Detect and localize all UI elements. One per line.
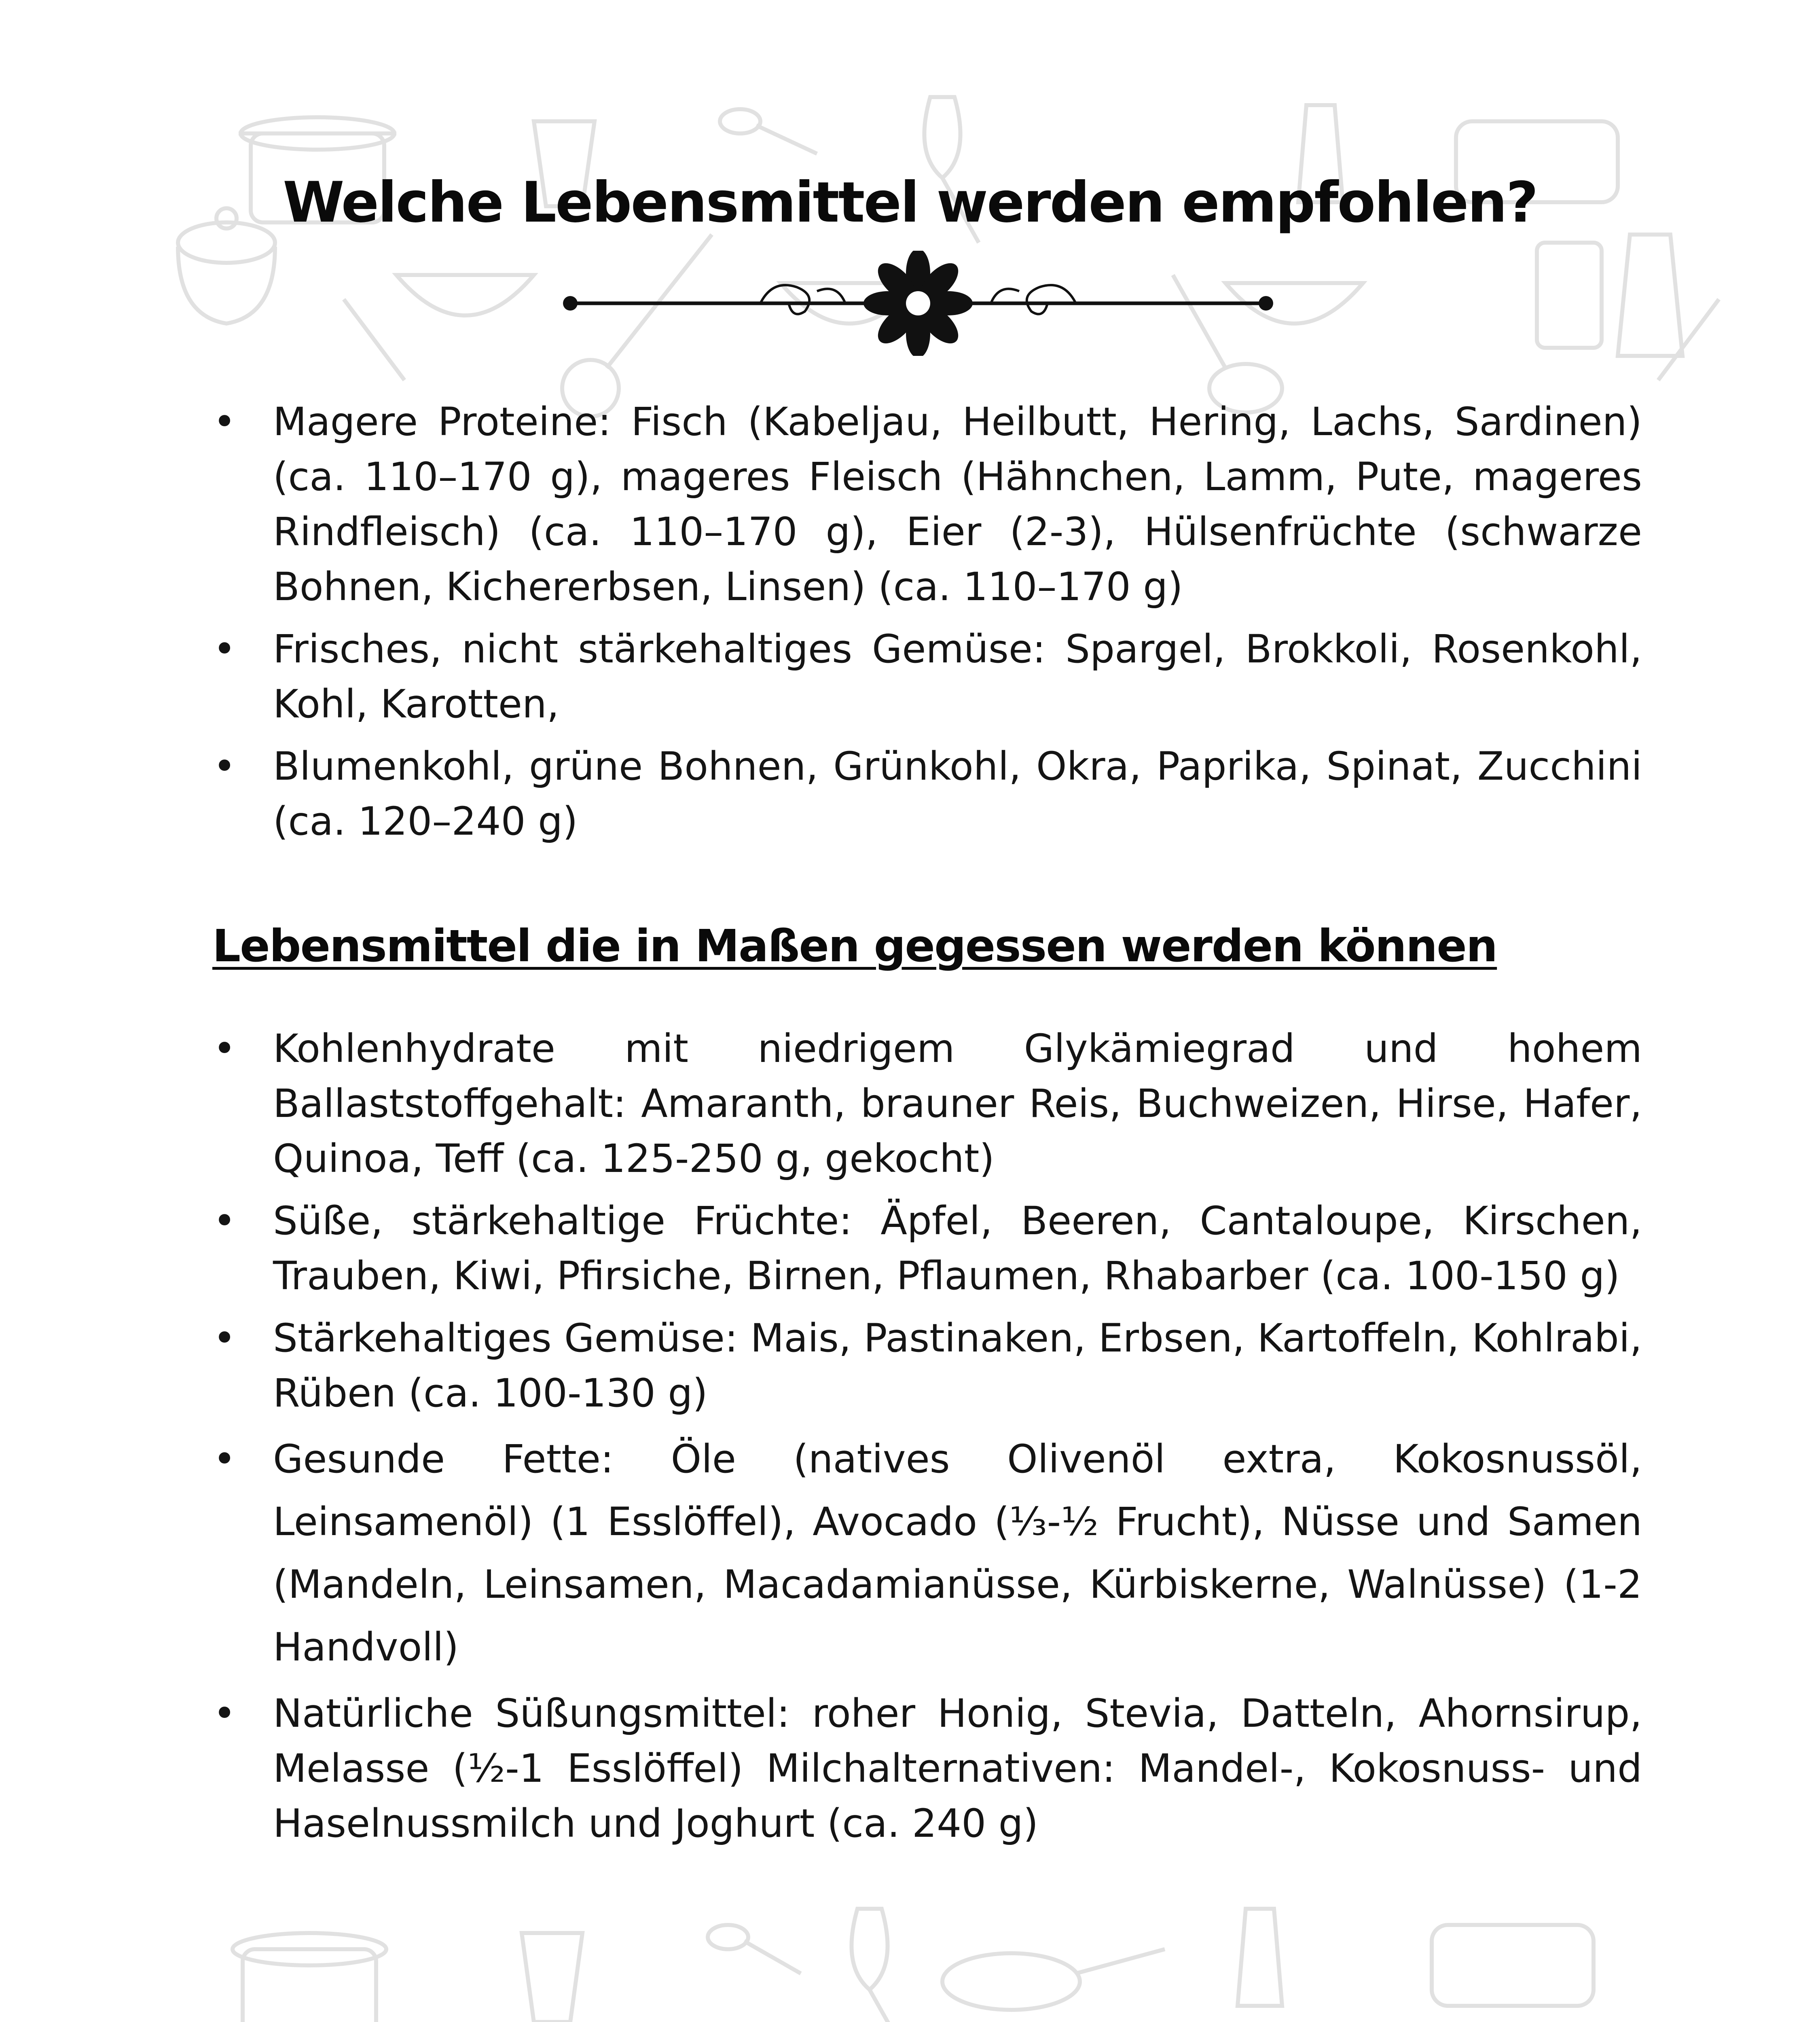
bullet: • — [213, 626, 236, 672]
pot-icon — [233, 1933, 386, 2022]
recommended-foods-list — [212, 394, 1642, 856]
spoon-icon — [708, 1925, 801, 1973]
bullet: • — [213, 744, 236, 789]
list-item — [212, 394, 1642, 614]
list-item-text: Stärkehaltiges Gemüse: Mais, Pastinaken, Erbsen, Kartoffeln, Kohlrabi, Rüben (ca. 100-130 g) — [273, 1316, 1642, 1416]
bullet: • — [213, 1691, 236, 1736]
scale-icon — [1537, 243, 1602, 348]
list-item-text: Natürliche Süßungsmittel: roher Honig, Stevia, Datteln, Ahornsirup, Melasse (½-1 Esslöffel) Milchalternativen: Mandel-, Kokosnuss- und Haselnussmilch und Joghurt (ca. 240 g) — [273, 1691, 1642, 1846]
page-title: Welche Lebensmittel werden empfohlen? — [283, 170, 1537, 235]
cake-pan-icon — [1432, 1925, 1594, 2006]
spoon-icon — [720, 109, 817, 154]
bullet: • — [213, 1198, 236, 1244]
bullet: • — [213, 1436, 236, 1482]
list-item — [212, 739, 1642, 849]
kitchen-illustration-top — [0, 73, 1820, 421]
glass-icon — [522, 1933, 582, 2022]
list-item — [212, 1021, 1642, 1186]
bullet: • — [213, 1316, 236, 1361]
kitchen-illustration-bottom — [0, 1901, 1820, 2022]
pitcher-icon — [1238, 1909, 1282, 2006]
flower-icon — [863, 251, 973, 356]
list-item-text: Blumenkohl, grüne Bohnen, Grünkohl, Okra, Paprika, Spinat, Zucchini (ca. 120–240 g) — [273, 744, 1642, 844]
frying-pan-icon — [942, 1949, 1165, 2010]
list-item — [212, 1311, 1642, 1421]
bullet: • — [213, 399, 236, 444]
list-item-text: Kohlenhydrate mit niedrigem Glykämiegrad und hohem Ballaststoffgehalt: Amaranth, brauner Reis, Buchweizen, Hirse, Hafer, Quinoa, Teff (ca. 125-250 g, gekocht) — [273, 1026, 1642, 1181]
bullet: • — [213, 1026, 236, 1071]
section-heading: Lebensmittel die in Maßen gegessen werden können — [212, 920, 1497, 972]
list-item — [212, 1686, 1642, 1851]
list-item — [212, 1193, 1642, 1303]
ornamental-divider — [562, 251, 1274, 356]
list-item — [212, 1428, 1642, 1679]
list-item-text: Frisches, nicht stärkehaltiges Gemüse: Spargel, Brokkoli, Rosenkohl, Kohl, Karotten, — [273, 626, 1642, 727]
whisk-icon — [851, 1909, 906, 2022]
list-item-text: Magere Proteine: Fisch (Kabeljau, Heilbutt, Hering, Lachs, Sardinen) (ca. 110–170 g), mageres Fleisch (Hähnchen, Lamm, Pute, mageres Rindfleisch) (ca. 110–170 g), Eier (2-3), Hülsenfrüchte (schwarze Bohnen, Kichererbsen, Linsen) (ca. 110–170 g) — [273, 399, 1642, 609]
grater-icon — [1618, 235, 1682, 356]
list-item-text: Süße, stärkehaltige Früchte: Äpfel, Beeren, Cantaloupe, Kirschen, Trauben, Kiwi, Pfirsiche, Birnen, Pflaumen, Rhabarber (ca. 100-150 g) — [273, 1198, 1642, 1299]
moderate-foods-list — [212, 1021, 1642, 1858]
list-item — [212, 622, 1642, 732]
list-item-text: Gesunde Fette: Öle (natives Olivenöl extra, Kokosnussöl, Leinsamenöl) (1 Esslöffel), Avocado (⅓-½ Frucht), Nüsse und Samen (Mandeln, Leinsamen, Macadamianüsse, Kürbiskerne, Walnüsse) (1-2 Handvoll) — [273, 1436, 1642, 1670]
